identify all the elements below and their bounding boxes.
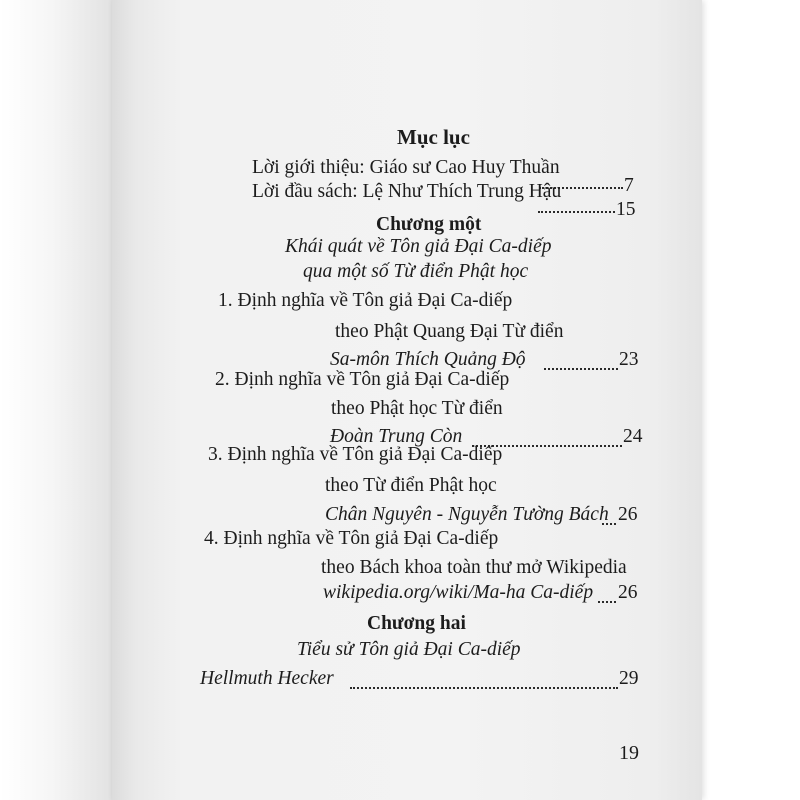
toc-entry-page: 23 xyxy=(619,349,639,370)
chapter1-heading: Chương một xyxy=(376,214,482,235)
toc-entry-subtitle: theo Từ điển Phật học xyxy=(325,475,497,496)
toc-entry-author: Hellmuth Hecker xyxy=(200,668,334,689)
chapter1-subtitle: Khái quát về Tôn giả Đại Ca-diếp xyxy=(285,236,552,257)
dot-leader xyxy=(544,366,618,370)
toc-entry-page: 26 xyxy=(618,582,638,603)
toc-entry-author: Chân Nguyên - Nguyễn Tường Bách xyxy=(325,504,609,525)
toc-entry-page: 24 xyxy=(623,426,643,447)
toc-entry-page: 29 xyxy=(619,668,639,689)
toc-entry-subtitle: theo Phật Quang Đại Từ điển xyxy=(335,321,564,342)
toc-entry-title: 2. Định nghĩa về Tôn giả Đại Ca-diếp xyxy=(215,369,510,390)
toc-entry-subtitle: theo Phật học Từ điển xyxy=(331,398,503,419)
toc-entry-page: 26 xyxy=(618,504,638,525)
toc-intro-page: 7 xyxy=(624,175,634,196)
toc-entry-author: wikipedia.org/wiki/Ma-ha Ca-diếp xyxy=(323,582,594,603)
toc-title: Mục lục xyxy=(397,125,470,149)
toc-entry-title: 4. Định nghĩa về Tôn giả Đại Ca-diếp xyxy=(204,528,499,549)
toc-intro-text: Lời giới thiệu: Giáo sư Cao Huy Thuần xyxy=(252,157,560,178)
toc-entry-title: 3. Định nghĩa về Tôn giả Đại Ca-diếp xyxy=(208,444,503,465)
dot-leader xyxy=(350,685,618,689)
toc-entry-subtitle: theo Bách khoa toàn thư mở Wikipedia xyxy=(321,557,627,578)
dot-leader xyxy=(538,209,615,213)
toc-entry-author: Sa-môn Thích Quảng Độ xyxy=(330,349,526,370)
toc-preface-page: 15 xyxy=(616,199,636,220)
page-number: 19 xyxy=(619,742,639,764)
toc-entry-author: Đoàn Trung Còn xyxy=(330,426,463,447)
dot-leader xyxy=(598,599,616,603)
chapter2-subtitle: Tiểu sử Tôn giả Đại Ca-diếp xyxy=(297,639,521,660)
chapter1-subtitle: qua một số Từ điển Phật học xyxy=(303,261,529,282)
toc-preface-text: Lời đầu sách: Lệ Như Thích Trung Hậu xyxy=(252,181,562,202)
book-page xyxy=(112,0,702,800)
dot-leader xyxy=(602,521,616,525)
chapter2-heading: Chương hai xyxy=(367,613,466,634)
toc-entry-title: 1. Định nghĩa về Tôn giả Đại Ca-diếp xyxy=(218,290,513,311)
facing-page-edge xyxy=(0,0,128,800)
